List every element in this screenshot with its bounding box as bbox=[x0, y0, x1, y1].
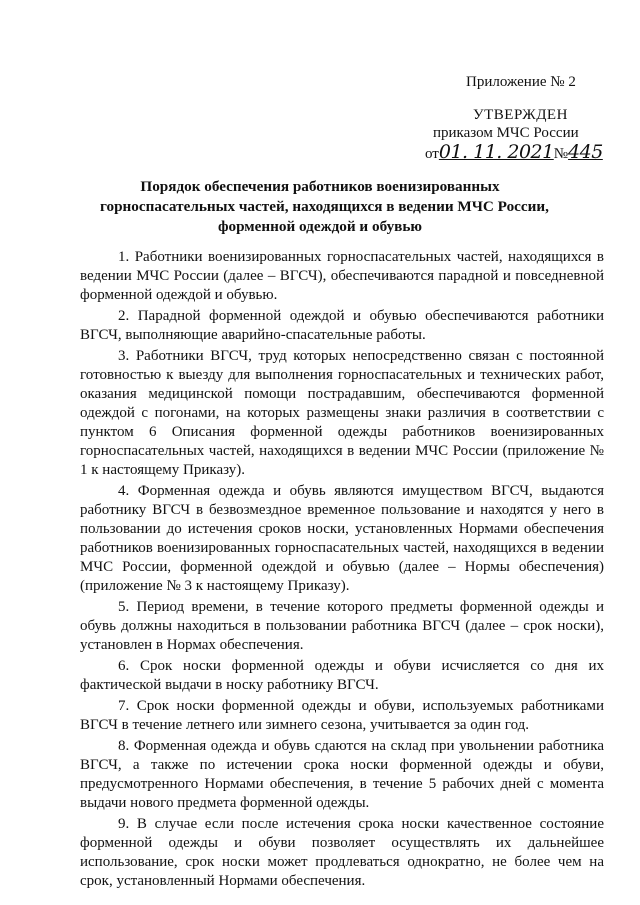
title-line-1: Порядок обеспечения работников военизированных bbox=[140, 178, 500, 195]
appendix-label: Приложение № 2 bbox=[466, 74, 576, 90]
title-line-2: горноспасательных частей, находящихся в ведении МЧС России, bbox=[100, 198, 549, 215]
paragraph-7: 7. Срок носки форменной одежды и обуви, используемых работниками ВГСЧ в течение летнего или зимнего сезона, учитывается за один год. bbox=[80, 698, 604, 733]
number-prefix: № bbox=[553, 146, 569, 162]
paragraph-3: 3. Работники ВГСЧ, труд которых непосредственно связан с постоянной готовностью к выезду для выполнения горноспасательных и технических работ, оказания медицинской помощи пострадавшим, обеспечиваются форменной одеждой с погонами, на которых размещены знаки различия в соответствии с пунктом 6 Описания форменной одежды работников военизированных горноспасательных частей, находящихся в ведении МЧС России (приложение № 1 к настоящему Приказу). bbox=[80, 348, 604, 478]
paragraph-5: 5. Период времени, в течение которого предметы форменной одежды и обувь должны находиться в пользовании работника ВГСЧ (далее – срок носки), установлен в Нормах обеспечения. bbox=[80, 599, 604, 653]
approved-heading: УТВЕРЖДЕН bbox=[473, 107, 568, 123]
paragraph-4: 4. Форменная одежда и обувь являются имуществом ВГСЧ, выдаются работнику ВГСЧ в безвозмездное временное пользование и находятся у него в пользовании до истечения сроков носки, установленных Нормами обеспечения работников военизированных горноспасательных частей, находящихся в ведении МЧС России, форменной одеждой и обувью (далее – Нормы обеспечения) (приложение № 3 к настоящему Приказу). bbox=[80, 483, 604, 594]
title-line-3: форменной одеждой и обувью bbox=[217, 218, 423, 235]
paragraph-2: 2. Парадной форменной одеждой и обувью обеспечиваются работники ВГСЧ, выполняющие аварийно-спасательные работы. bbox=[80, 308, 604, 343]
date-prefix: от bbox=[425, 146, 439, 162]
order-date-line bbox=[425, 141, 603, 163]
paragraph-1: 1. Работники военизированных горноспасательных частей, находящихся в ведении МЧС России (далее – ВГСЧ), обеспечиваются парадной и повседневной форменной одеждой и обувью. bbox=[80, 249, 604, 303]
document-body bbox=[80, 248, 604, 893]
handwritten-number: 445 bbox=[568, 141, 603, 163]
paragraph-8: 8. Форменная одежда и обувь сдаются на склад при увольнении работника ВГСЧ, а также по истечении срока носки форменной одежды и обуви, предусмотренного Нормами обеспечения, в течение 5 рабочих дней с момента выдачи нового предмета форменной одежды. bbox=[80, 738, 604, 811]
order-reference: приказом МЧС России bbox=[433, 125, 579, 141]
paragraph-6: 6. Срок носки форменной одежды и обуви исчисляется со дня их фактической выдачи в носку работнику ВГСЧ. bbox=[80, 658, 604, 693]
document-title bbox=[100, 177, 549, 237]
paragraph-9: 9. В случае если после истечения срока носки качественное состояние форменной одежды и обуви позволяет осуществлять их дальнейшее использование, срок носки может продлеваться однократно, не более чем на срок, установленный Нормами обеспечения. bbox=[80, 816, 604, 889]
handwritten-date: 01. 11. 2021 bbox=[438, 141, 554, 163]
